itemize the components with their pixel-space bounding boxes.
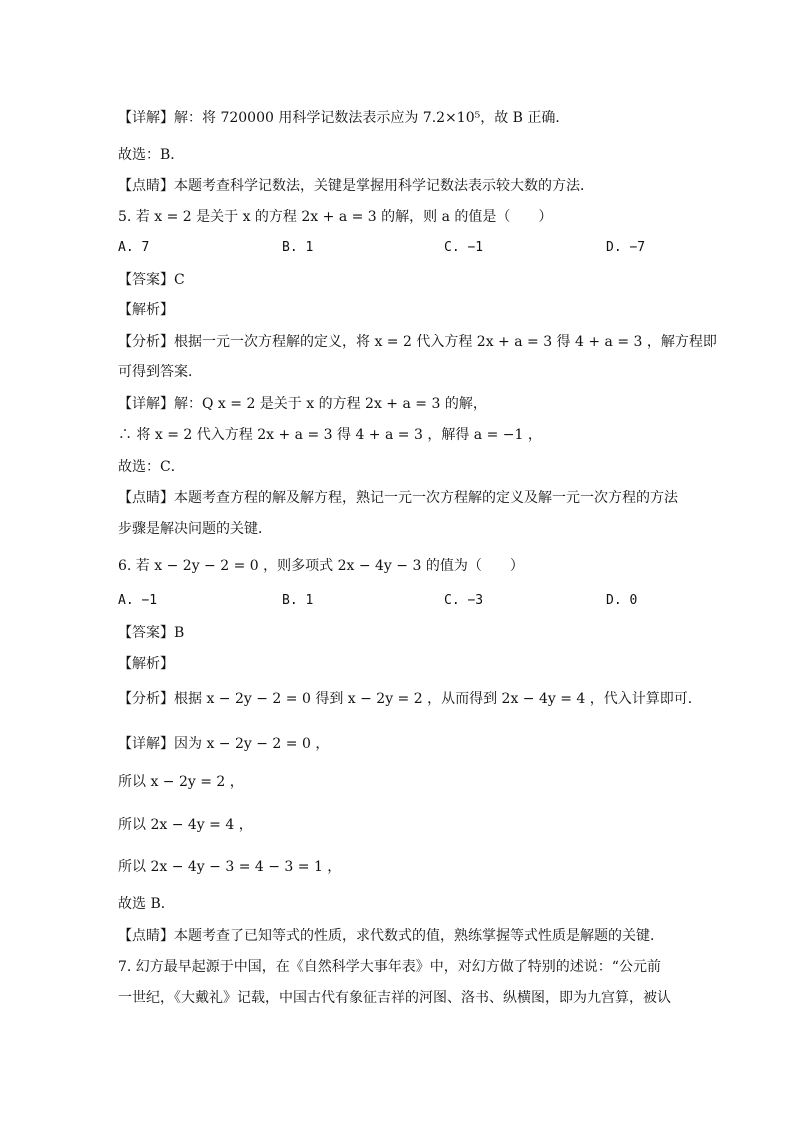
detail-6-line-2: 所以 x − 2y = 2 ，	[118, 774, 244, 790]
detail-6-line-1: 【详解】因为 x − 2y − 2 = 0 ，	[118, 736, 330, 752]
detail-6-line-3: 所以 2x − 4y = 4 ，	[118, 817, 253, 833]
question-7-line-2: 一世纪，《大戴礼》记载，中国古代有象征吉祥的河图、洛书、纵横图，即为九宫算，被认	[118, 990, 671, 1006]
question-7-line-1: 7. 幻方最早起源于中国，在《自然科学大事年表》中，对幻方做了特别的述说：“公元前	[118, 959, 661, 975]
detail-5-line-1: 【详解】解：Q x = 2 是关于 x 的方程 2x + a = 3 的解，	[118, 396, 487, 412]
analysis-6: 【分析】根据 x − 2y − 2 = 0 得到 x − 2y = 2 ，从而得到 2x − 4y = 4 ，代入计算即可．	[118, 691, 702, 707]
comment-5-line-2: 步骤是解决问题的关键．	[118, 521, 272, 537]
answer-6: 【答案】B	[118, 625, 185, 641]
analysis-5-line-1: 【分析】根据一元一次方程解的定义，将 x = 2 代入方程 2x + a = 3 得 4 + a = 3 ，解方程即	[118, 334, 717, 350]
comment-5-line-1: 【点睛】本题考查方程的解及解方程，熟记一元一次方程解的定义及解一元一次方程的方法	[118, 490, 678, 506]
q5-option-b: B. 1	[282, 240, 314, 255]
detail-5-line-3: 故选：C．	[118, 459, 185, 475]
question-6: 6. 若 x − 2y − 2 = 0 ，则多项式 2x − 4y − 3 的值为（ ）	[118, 558, 524, 574]
detail-6-line-5: 故选 B．	[118, 896, 175, 912]
detail-6-line-4: 所以 2x − 4y − 3 = 4 − 3 = 1 ，	[118, 859, 342, 875]
comment-6: 【点睛】本题考查了已知等式的性质，求代数式的值，熟练掌握等式性质是解题的关键．	[118, 928, 664, 944]
q5-option-d: D. −7	[606, 240, 646, 255]
detail-5-line-2: ∴ 将 x = 2 代入方程 2x + a = 3 得 4 + a = 3 ，解得 a = −1 ，	[118, 427, 542, 443]
question-5: 5. 若 x = 2 是关于 x 的方程 2x + a = 3 的解，则 a 的值是（ ）	[118, 209, 553, 225]
choice-line: 故选：B．	[118, 147, 185, 163]
detail-line: 【详解】解：将 720000 用科学记数法表示应为 7.2×10⁵，故 B 正确．	[118, 110, 570, 126]
q6-option-a: A. −1	[118, 593, 158, 608]
analysis-heading-6: 【解析】	[118, 656, 174, 672]
answer-5: 【答案】C	[118, 272, 185, 288]
q5-option-a: A. 7	[118, 240, 150, 255]
analysis-5-line-2: 可得到答案．	[118, 364, 202, 380]
q6-option-d: D. 0	[606, 593, 638, 608]
comment-line: 【点睛】本题考查科学记数法，关键是掌握用科学记数法表示较大数的方法．	[118, 178, 594, 194]
q5-option-c: C. −1	[444, 240, 484, 255]
q6-option-b: B. 1	[282, 593, 314, 608]
analysis-heading-5: 【解析】	[118, 302, 174, 318]
q6-option-c: C. −3	[444, 593, 484, 608]
